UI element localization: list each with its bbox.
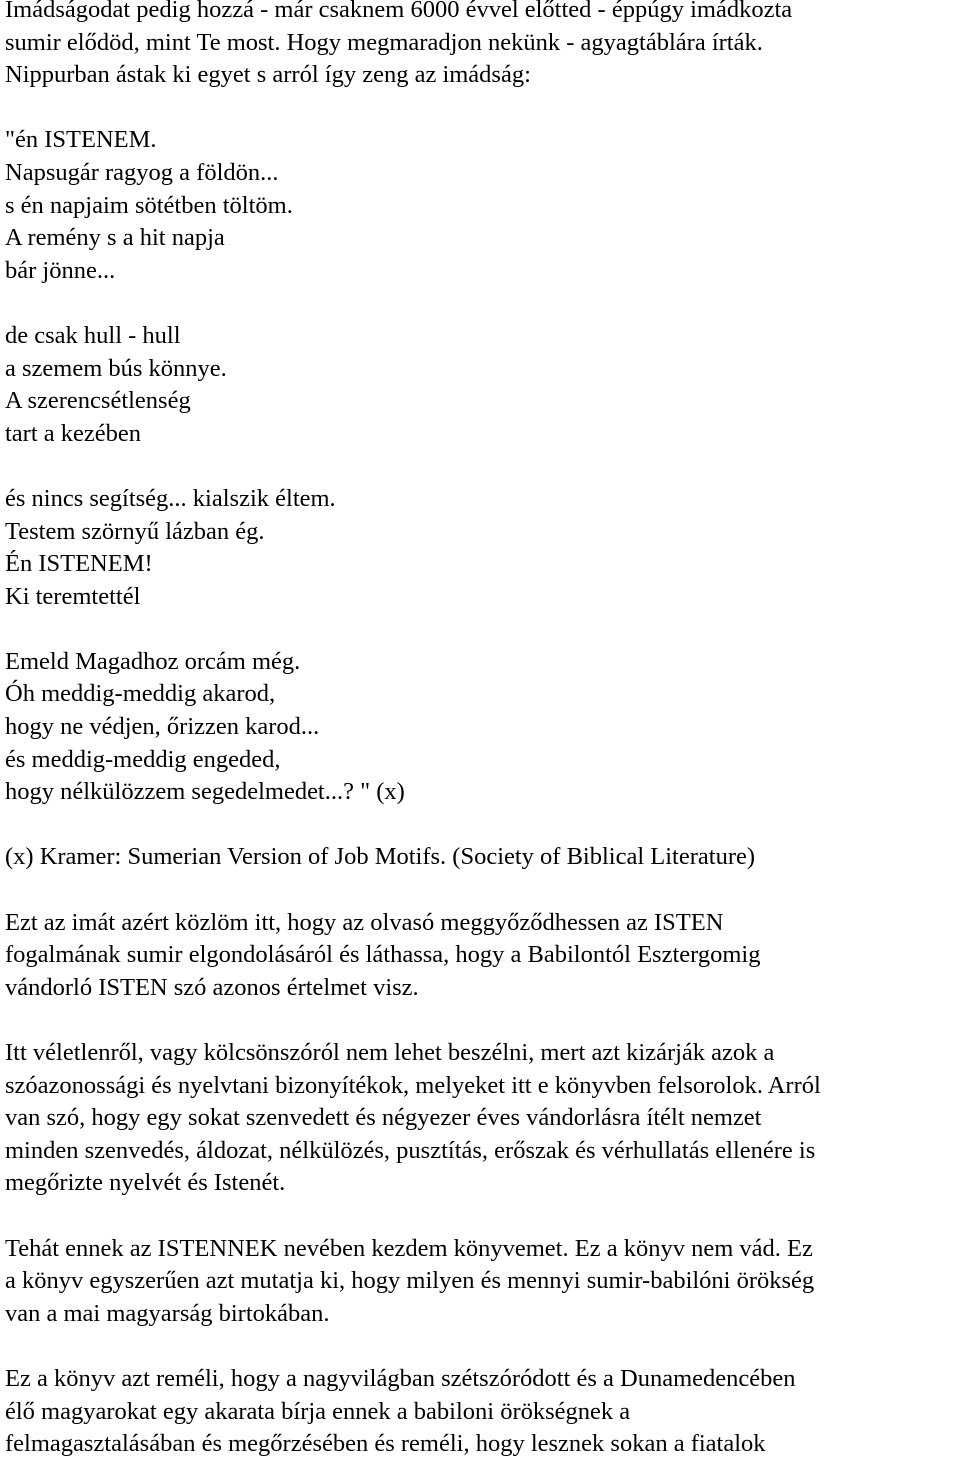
poem-line: A szerencsétlenség	[5, 387, 191, 415]
poem-line: A remény s a hit napja	[5, 224, 225, 252]
footnote	[5, 841, 955, 874]
body-paragraph-4	[5, 1363, 955, 1461]
text-line: Ez a könyv azt reméli, hogy a nagyvilágban szétszóródott és a Dunamedencében	[5, 1364, 796, 1392]
poem-line: bár jönne...	[5, 256, 116, 284]
text-line: sumir elődöd, mint Te most. Hogy megmaradjon nekünk - agyagtáblára írták.	[5, 28, 763, 56]
text-line: minden szenvedés, áldozat, nélkülözés, pusztítás, erőszak és vérhullatás ellenére is	[5, 1136, 816, 1164]
poem-line: hogy ne védjen, őrizzen karod...	[5, 713, 320, 741]
body-paragraph-1	[5, 907, 955, 1005]
poem-line: Ki teremtettél	[5, 582, 141, 610]
text-line: Tehát ennek az ISTENNEK nevében kezdem könyvemet. Ez a könyv nem vád. Ez	[5, 1234, 813, 1262]
text-line: szóazonossági és nyelvtani bizonyítékok, melyeket itt e könyvben felsorolok. Arról	[5, 1071, 821, 1099]
poem-stanza-1	[5, 124, 955, 287]
poem-line: hogy nélkülözzem segedelmedet...? " (x)	[5, 778, 405, 806]
poem-line: és nincs segítség... kialszik éltem.	[5, 484, 336, 512]
poem-line: Én ISTENEM!	[5, 550, 153, 578]
poem-line: s én napjaim sötétben töltöm.	[5, 191, 293, 219]
text-line: a könyv egyszerűen azt mutatja ki, hogy milyen és mennyi sumir-babilóni örökség	[5, 1267, 815, 1295]
intro-paragraph	[5, 0, 955, 92]
poem-line: Óh meddig-meddig akarod,	[5, 680, 276, 708]
text-line: van szó, hogy egy sokat szenvedett és négyezer éves vándorlásra ítélt nemzet	[5, 1104, 762, 1132]
text-line: Itt véletlenről, vagy kölcsönszóról nem lehet beszélni, mert azt kizárják azok a	[5, 1039, 775, 1066]
text-line: Ezt az imát azért közlöm itt, hogy az olvasó meggyőződhessen az ISTEN	[5, 908, 724, 936]
body-paragraph-2	[5, 1037, 955, 1200]
text-line: Imádságodat pedig hozzá - már csaknem 6000 évvel előtted - éppúgy imádkozta	[5, 0, 793, 23]
poem-line: de csak hull - hull	[5, 321, 181, 349]
poem-line: Testem szörnyű lázban ég.	[5, 517, 265, 545]
text-line: felmagasztalásában és megőrzésében és reméli, hogy lesznek sokan a fiatalok	[5, 1430, 766, 1458]
poem-stanza-3	[5, 483, 955, 613]
poem-line: Emeld Magadhoz orcám még.	[5, 647, 301, 675]
poem-line: Napsugár ragyog a földön...	[5, 158, 279, 186]
text-line: élő magyarokat egy akarata bírja ennek a babiloni örökségnek a	[5, 1397, 631, 1425]
text-line: van a mai magyarság birtokában.	[5, 1299, 330, 1327]
poem-line: tart a kezében	[5, 419, 142, 447]
text-line: megőrizte nyelvét és Istenét.	[5, 1169, 286, 1197]
poem-line: és meddig-meddig engeded,	[5, 745, 281, 773]
footnote-text: (x) Kramer: Sumerian Version of Job Motifs. (Society of Biblical Literature)	[5, 843, 756, 871]
body-paragraph-3	[5, 1233, 955, 1331]
poem-stanza-4	[5, 646, 955, 809]
poem-stanza-2	[5, 320, 955, 450]
text-line: fogalmának sumir elgondolásáról és láthassa, hogy a Babilontól Esztergomig	[5, 941, 761, 969]
poem-line: "én ISTENEM.	[5, 126, 157, 154]
document-page	[5, 0, 955, 1461]
poem-line: a szemem bús könnye.	[5, 354, 227, 382]
text-line: Nippurban ástak ki egyet s arról így zeng az imádság:	[5, 61, 531, 89]
text-line: vándorló ISTEN szó azonos értelmet visz.	[5, 973, 419, 1001]
